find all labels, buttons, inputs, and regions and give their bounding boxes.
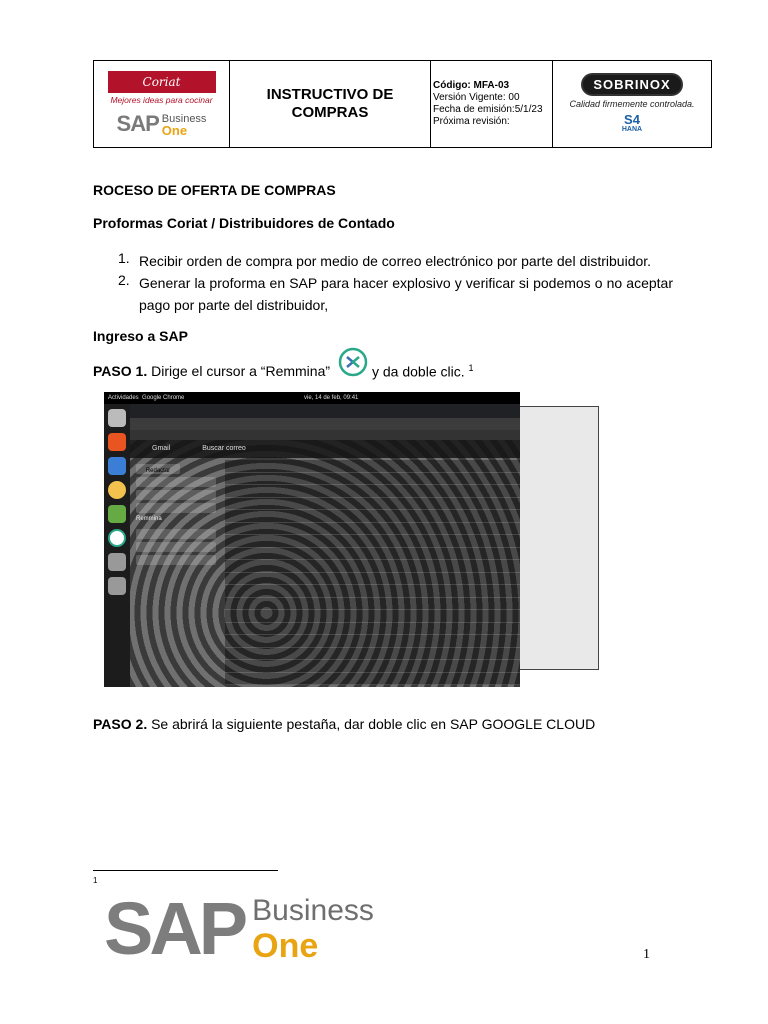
- table-row[interactable]: [225, 585, 520, 598]
- sap-business-word: Business: [161, 113, 207, 125]
- sap-wordmark: SAP: [116, 111, 159, 136]
- subtitle: Proformas Coriat / Distribuidores de Contado: [93, 215, 395, 231]
- search-icon[interactable]: [108, 553, 126, 571]
- table-row[interactable]: [225, 623, 520, 636]
- business-word-large: Business: [252, 894, 374, 927]
- section-title: ROCESO DE OFERTA DE COMPRAS: [93, 182, 336, 198]
- table-row[interactable]: [225, 498, 520, 511]
- right-logos-cell: [553, 61, 712, 148]
- table-row[interactable]: [225, 635, 520, 648]
- sobrinox-logo: SOBRINOX: [581, 73, 682, 96]
- codigo: Código: MFA-03: [433, 80, 510, 91]
- table-row[interactable]: [225, 485, 520, 498]
- paso1-line: PASO 1. Dirige el cursor a “Remmina”: [93, 363, 331, 379]
- desktop-topbar: Actividades Google Chrome vie, 14 de feb, 09:41: [104, 392, 520, 404]
- desktop-screenshot: [104, 392, 520, 687]
- zoom-icon[interactable]: [108, 577, 126, 595]
- table-row[interactable]: [225, 560, 520, 573]
- table-row[interactable]: [225, 610, 520, 623]
- paso1-tail: y da doble clic. $^1$: [372, 363, 474, 380]
- gmail-sidebar: [136, 464, 216, 568]
- software-icon[interactable]: [108, 433, 126, 451]
- app-dock: [104, 404, 130, 687]
- table-row[interactable]: [225, 660, 520, 673]
- remmina-icon[interactable]: [338, 347, 368, 377]
- table-row[interactable]: [225, 573, 520, 586]
- document-header: [93, 60, 712, 148]
- gmail-header: Gmail Buscar correo: [130, 440, 520, 458]
- table-row[interactable]: [225, 460, 520, 473]
- address-bar[interactable]: [130, 418, 520, 430]
- sap-business-one-logo: [94, 111, 229, 137]
- sap-wordmark-large: SAP: [104, 887, 245, 970]
- chrome-window: [130, 404, 520, 687]
- email-list: [225, 460, 520, 687]
- s4-hana-logo: S4 HANA: [621, 112, 643, 133]
- table-row[interactable]: [225, 535, 520, 548]
- version: Versión Vigente: 00: [433, 92, 520, 103]
- secondary-window-screenshot: [516, 406, 599, 670]
- table-row[interactable]: [225, 548, 520, 561]
- chrome-icon[interactable]: [108, 481, 126, 499]
- table-row[interactable]: [225, 523, 520, 536]
- footnote-ref: 1: [468, 363, 474, 373]
- remmina-dock-icon[interactable]: [108, 529, 126, 547]
- footnote-separator: [93, 870, 278, 871]
- left-logos-cell: [94, 61, 230, 148]
- page-number: 1: [643, 947, 650, 962]
- one-word-large: One: [252, 927, 319, 965]
- ingreso-heading: Ingreso a SAP: [93, 328, 188, 344]
- document-title: INSTRUCTIVO DE COMPRAS: [230, 61, 431, 148]
- sobrinox-tagline: Calidad firmemente controlada.: [569, 99, 695, 109]
- document-meta: [431, 61, 553, 148]
- browser-tabs[interactable]: [130, 404, 520, 418]
- table-row[interactable]: [225, 598, 520, 611]
- table-row[interactable]: [225, 510, 520, 523]
- sap-one-word: One: [161, 123, 188, 138]
- app-icon[interactable]: [108, 505, 126, 523]
- table-row[interactable]: [225, 673, 520, 686]
- coriat-logo: Coriat: [108, 71, 216, 93]
- remmina-label: Remmina: [136, 516, 162, 522]
- table-row[interactable]: [225, 473, 520, 486]
- compose-button[interactable]: Redactar: [136, 464, 180, 474]
- gmail-view: [130, 440, 520, 687]
- files-icon[interactable]: [108, 409, 126, 427]
- sap-business-one-footer-logo: [104, 887, 374, 970]
- fecha-emision: Fecha de emisión:5/1/23: [433, 104, 543, 115]
- coriat-tagline: Mejores ideas para cocinar: [110, 95, 213, 105]
- bookmarks-bar[interactable]: [130, 430, 520, 440]
- proxima-revision: Próxima revisión:: [433, 116, 510, 127]
- help-icon[interactable]: [108, 457, 126, 475]
- table-row[interactable]: [225, 648, 520, 661]
- footnote-mark: 1: [93, 876, 98, 885]
- paso2-line: PASO 2. Se abrirá la siguiente pestaña, dar doble clic en SAP GOOGLE CLOUD: [93, 716, 596, 732]
